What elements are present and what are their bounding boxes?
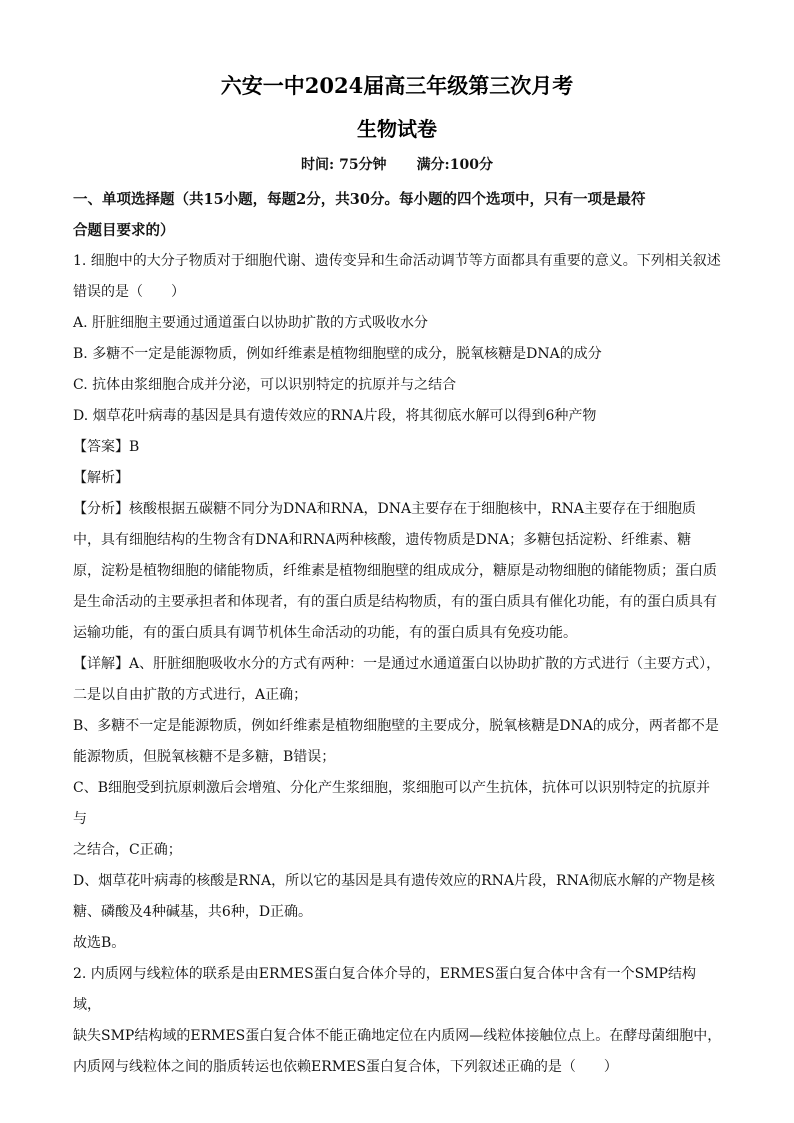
question-2-stem: 2. 内质网与线粒体的联系是由ERMES蛋白复合体介导的，ERMES蛋白复合体中含有一个SMP结构域， — [73, 966, 696, 1013]
xiangjie-line: D、烟草花叶病毒的核酸是RNA，所以它的基因是具有遗传效应的RNA片段，RNA彻底水解的产物是核 — [73, 873, 715, 889]
xiangjie-line: 糖、磷酸及4种碱基，共6种，D正确。 — [73, 904, 313, 920]
question-1-stem: 1. 细胞中的大分子物质对于细胞代谢、遗传变异和生命活动调节等方面都具有重要的意义。下列相关叙述 — [73, 253, 721, 269]
exam-meta — [0, 154, 794, 174]
exam-time: 时间: 75分钟 — [301, 157, 387, 173]
question-1-option-d: D. 烟草花叶病毒的基因是具有遗传效应的RNA片段，将其彻底水解可以得到6种产物 — [73, 408, 597, 424]
question-1-option-b: B. 多糖不一定是能源物质，例如纤维素是植物细胞壁的成分，脱氧核糖是DNA的成分 — [73, 346, 602, 362]
document-body — [73, 184, 723, 1083]
question-2-stem: 缺失SMP结构域的ERMES蛋白复合体不能正确地定位在内质网—线粒体接触位点上。在酵母菌细胞中， — [73, 1028, 722, 1044]
question-1-option-c: C. 抗体由浆细胞合成并分泌，可以识别特定的抗原并与之结合 — [73, 377, 457, 393]
question-1-option-a: A. 肝脏细胞主要通过通道蛋白以协助扩散的方式吸收水分 — [73, 315, 429, 331]
xiangjie-line: C、B细胞受到抗原刺激后会增殖、分化产生浆细胞，浆细胞可以产生抗体，抗体可以识别特定的抗原并与 — [73, 780, 710, 827]
xiangjie-line: B、多糖不一定是能源物质，例如纤维素是植物细胞壁的主要成分，脱氧核糖是DNA的成分，两者都不是 — [73, 718, 719, 734]
question-1-answer: 【答案】B — [73, 439, 140, 455]
section-heading-line: 合题目要求的） — [73, 222, 175, 239]
question-1-analysis-label: 【解析】 — [73, 470, 129, 486]
xiangjie-line: 故选B。 — [73, 935, 126, 951]
fenxi-line: 是生命活动的主要承担者和体现者，有的蛋白质是结构物质，有的蛋白质具有催化功能，有的蛋白质具有 — [73, 594, 717, 610]
exam-title: 六安一中2024届高三年级第三次月考 — [220, 73, 574, 98]
xiangjie-line: 之结合，C正确； — [73, 842, 182, 858]
fenxi-line: 运输功能，有的蛋白质具有调节机体生命活动的功能，有的蛋白质具有免疫功能。 — [73, 625, 577, 641]
fenxi-line: 中，具有细胞结构的生物含有DNA和RNA两种核酸，遗传物质是DNA；多糖包括淀粉、纤维素、糖 — [73, 532, 692, 548]
xiangjie-line: 二是以自由扩散的方式进行，A正确； — [73, 687, 308, 703]
xiangjie-line: 【详解】A、肝脏细胞吸收水分的方式有两种：一是通过水通道蛋白以协助扩散的方式进行（主要方式）， — [73, 656, 721, 672]
section-heading-line: 一、单项选择题（共15小题，每题2分，共30分。每小题的四个选项中，只有一项是最符 — [73, 191, 646, 208]
fenxi-line: 原，淀粉是植物细胞的储能物质，纤维素是植物细胞壁的组成成分，糖原是动物细胞的储能物质；蛋白质 — [73, 563, 717, 579]
exam-subtitle: 生物试卷 — [357, 117, 437, 141]
question-2-stem: 内质网与线粒体之间的脂质转运也依赖ERMES蛋白复合体，下列叙述正确的是（ ） — [73, 1059, 618, 1075]
xiangjie-line: 能源物质，但脱氧核糖不是多糖，B错误； — [73, 749, 336, 765]
exam-score: 满分:100分 — [416, 157, 493, 173]
fenxi-line: 【分析】核酸根据五碳糖不同分为DNA和RNA，DNA主要存在于细胞核中，RNA主要存在于细胞质 — [73, 501, 696, 517]
question-1-stem: 错误的是（ ） — [73, 284, 185, 300]
